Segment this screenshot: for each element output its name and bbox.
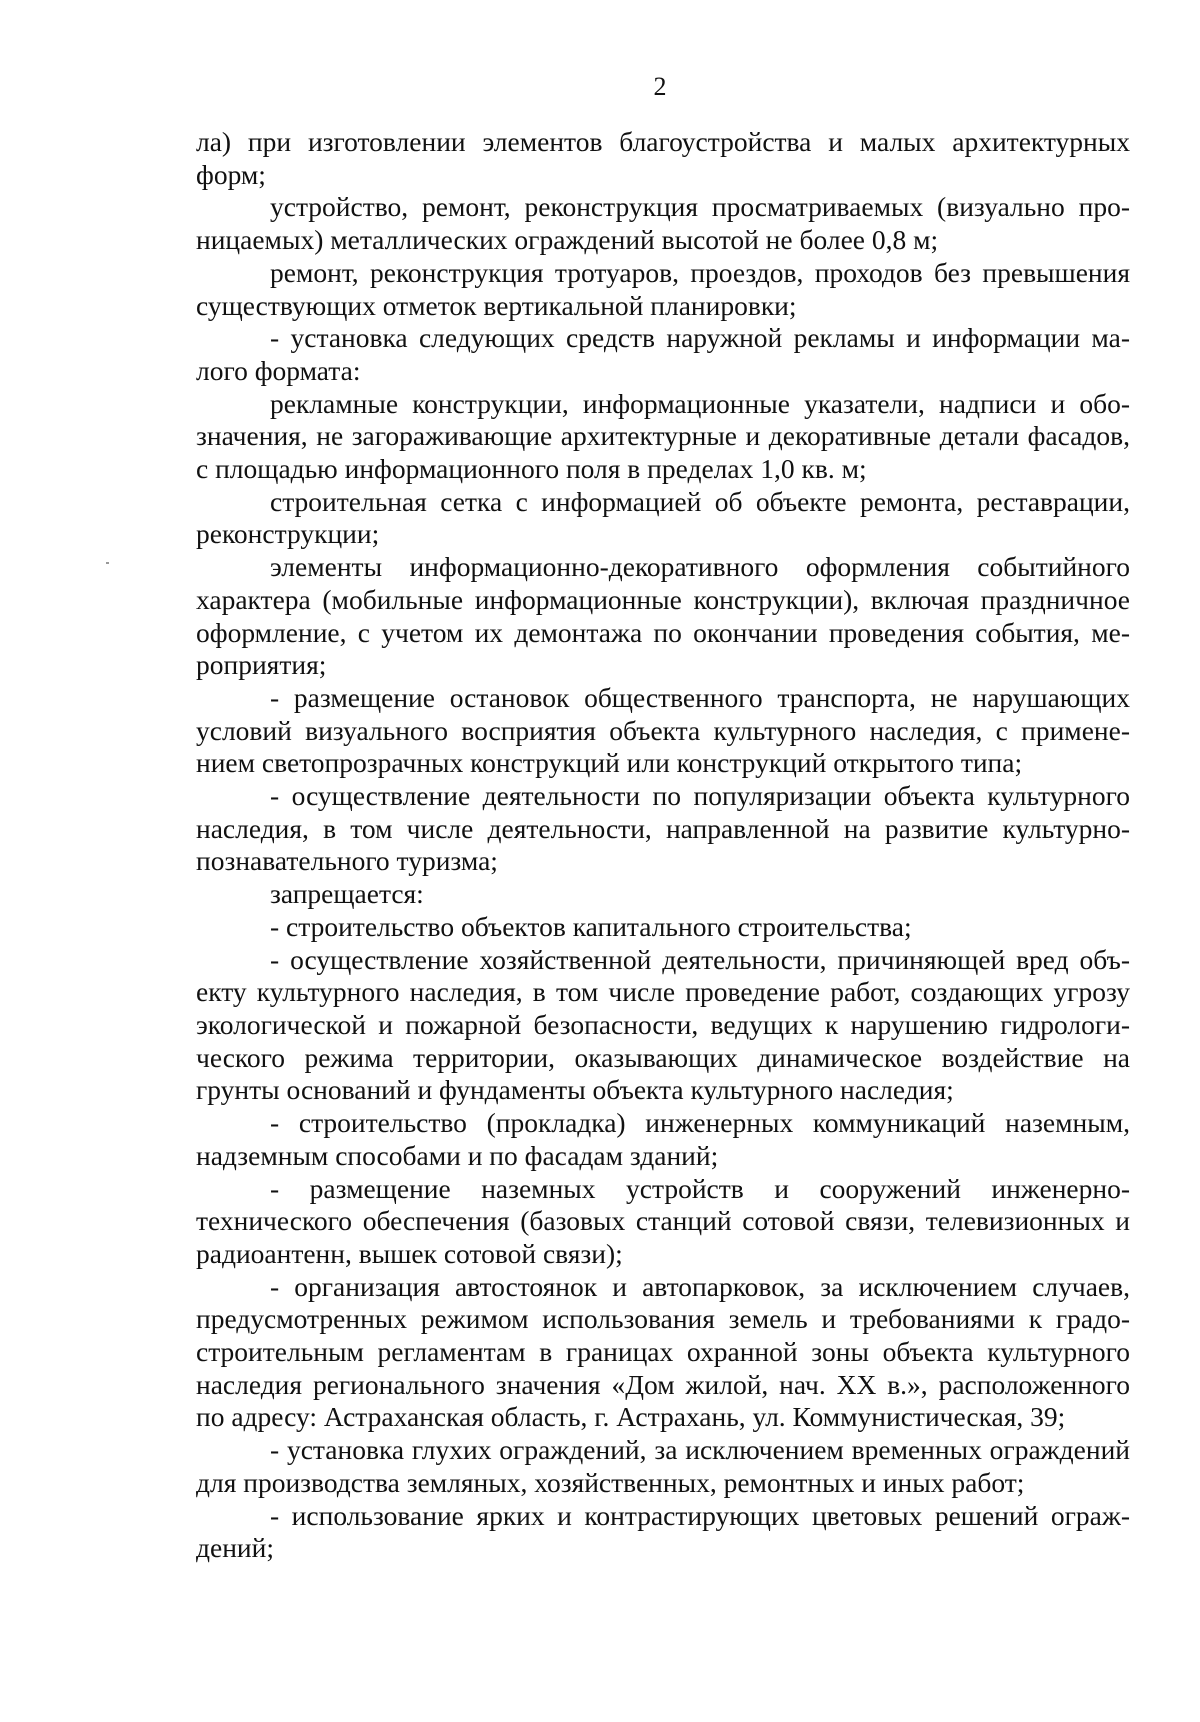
document-body	[196, 126, 1130, 1565]
paragraph: - использование ярких и контрастирующих цветовых решений ограждений;	[196, 1499, 1130, 1564]
paragraph: - установка глухих ограждений, за исключением временных ограждений для производства земляных, хозяйственных, ремонтных и иных работ;	[196, 1434, 1130, 1498]
paragraph: - организация автостоянок и автопарковок, за исключением случаев, предусмотренных режимом использования земель и требованиями к градостроительным регламентам в границах охранной зоны объекта культурного наследия регионального значения «Дом жилой, нач. XX в.», расположенного по адресу: Астраханская область, г. Астрахань, ул. Коммунистическая, 39;	[196, 1270, 1130, 1433]
paragraph: рекламные конструкции, информационные указатели, надписи и обозначения, не загораживающие архитектурные и декоративные детали фасадов, с площадью информационного поля в пределах 1,0 кв. м;	[196, 387, 1130, 485]
paragraph: - размещение наземных устройств и сооружений инженерно-технического обеспечения (базовых станций сотовой связи, телевизионных и радиоантенн, вышек сотовой связи);	[196, 1172, 1130, 1269]
paragraph: ла) при изготовлении элементов благоустройства и малых архитектурных форм;	[196, 126, 1130, 190]
scan-speck	[106, 562, 109, 564]
paragraph: элементы информационно-декоративного оформления событийного характера (мобильные информационные конструкции), включая праздничное оформление, с учетом их демонтажа по окончании проведения события, мероприятия;	[196, 551, 1130, 681]
paragraph: - строительство (прокладка) инженерных коммуникаций наземным, надземным способами и по фасадам зданий;	[196, 1107, 1130, 1171]
page-number: 2	[653, 72, 667, 101]
paragraph: - установка следующих средств наружной рекламы и информации малого формата:	[196, 322, 1130, 386]
paragraph: устройство, ремонт, реконструкция просматриваемых (визуально проницаемых) металлических ограждений высотой не более 0,8 м;	[196, 191, 1130, 256]
paragraph: - строительство объектов капитального строительства;	[270, 910, 912, 942]
paragraph: ремонт, реконструкция тротуаров, проездов, проходов без превышения существующих отметок вертикальной планировки;	[196, 256, 1130, 321]
paragraph: - осуществление деятельности по популяризации объекта культурного наследия, в том числе деятельности, направленной на развитие культурно-познавательного туризма;	[196, 780, 1130, 877]
paragraph: запрещается:	[270, 878, 424, 910]
paragraph: - размещение остановок общественного транспорта, не нарушающих условий визуального восприятия объекта культурного наследия, с применением светопрозрачных конструкций или конструкций открытого типа;	[196, 681, 1130, 779]
paragraph: - осуществление хозяйственной деятельности, причиняющей вред объекту культурного наследия, в том числе проведение работ, создающих угрозу экологической и пожарной безопасности, ведущих к нарушению гидрологического режима территории, оказывающих динамическое воздействие на грунты оснований и фундаменты объекта культурного наследия;	[196, 943, 1130, 1106]
paragraph: строительная сетка с информацией об объекте ремонта, реставрации, реконструкции;	[196, 485, 1130, 550]
